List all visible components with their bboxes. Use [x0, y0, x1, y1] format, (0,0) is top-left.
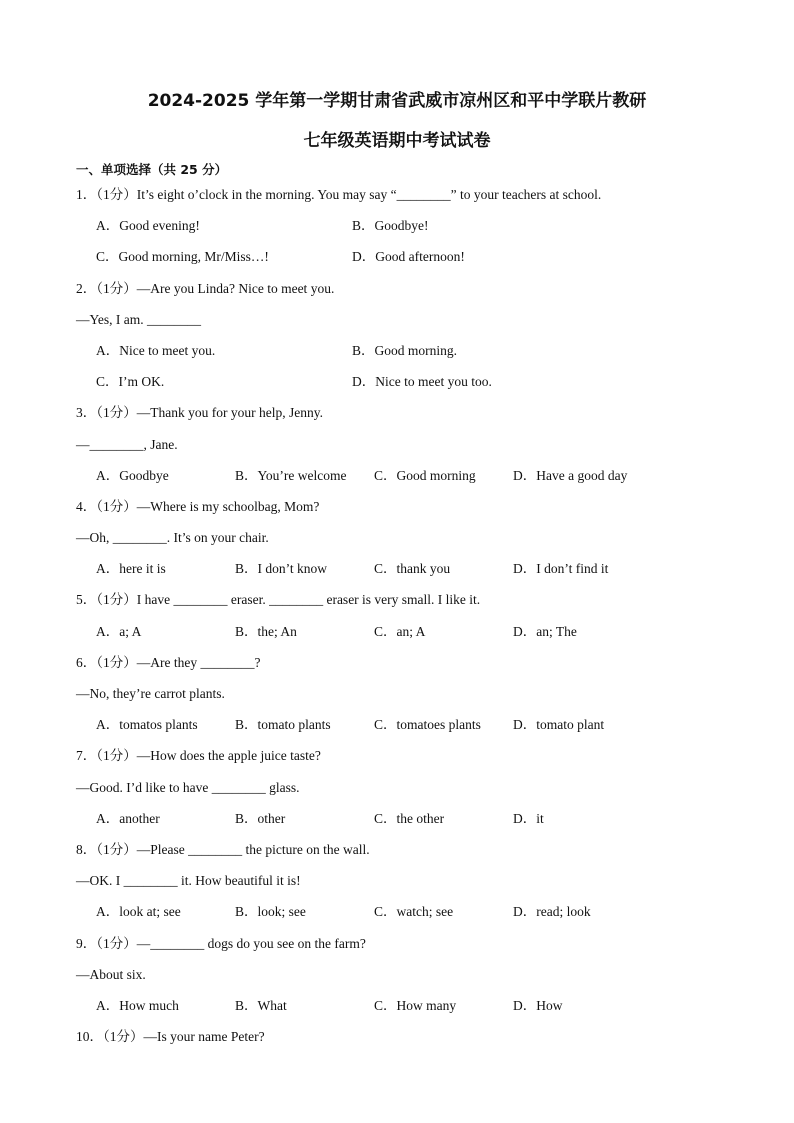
question-dialogue-line: —Oh, ________. It’s on your chair. — [76, 530, 269, 546]
answer-option: D．Nice to meet you too. — [352, 374, 492, 390]
answer-option: D．read; look — [513, 904, 591, 920]
option-row — [76, 902, 726, 933]
answer-option: D．tomato plant — [513, 717, 605, 733]
answer-option: A．tomatos plants — [96, 717, 198, 733]
question-3 — [76, 403, 726, 497]
answer-option: C．the other — [374, 810, 445, 826]
question-10 — [76, 1027, 726, 1058]
answer-option: A．Goodbye — [96, 467, 169, 483]
answer-option: B．What — [235, 997, 287, 1013]
question-dialogue-line: —No, they’re carrot plants. — [76, 686, 225, 701]
answer-option: C．Good morning, Mr/Miss…! — [96, 249, 269, 265]
answer-option: D．it — [513, 810, 544, 826]
answer-option: D．Good afternoon! — [352, 249, 465, 265]
answer-option: D．I don’t find it — [513, 561, 609, 577]
option-row — [76, 559, 726, 590]
answer-option: B．other — [235, 810, 286, 826]
answer-option: A．another — [96, 810, 160, 826]
question-stem: 4．（1分）—Where is my schoolbag, Mom? — [76, 498, 320, 514]
answer-option: A．How much — [96, 997, 179, 1013]
question-stem: 6．（1分）—Are they ________? — [76, 654, 261, 670]
question-stem: 5．（1分）I have ________ eraser. ________ eraser is very small. I like it. — [76, 592, 481, 608]
question-1 — [76, 185, 726, 279]
exam-title: 2024-2025 学年第一学期甘肃省武威市凉州区和平中学联片教研 — [147, 91, 647, 111]
option-row — [76, 715, 726, 746]
answer-option: A．a; A — [96, 623, 142, 639]
answer-option: B．look; see — [235, 904, 306, 920]
question-5 — [76, 590, 726, 652]
answer-option: A．here it is — [96, 561, 166, 577]
question-dialogue-line: —About six. — [76, 966, 146, 982]
answer-option: D．How — [513, 997, 563, 1013]
option-row — [76, 809, 726, 840]
answer-option: C．Good morning — [374, 467, 476, 483]
question-9 — [76, 934, 726, 1028]
answer-option: C．an; A — [374, 623, 426, 639]
option-row — [76, 341, 726, 372]
question-6 — [76, 653, 726, 747]
question-list — [76, 185, 726, 1058]
question-8 — [76, 840, 726, 934]
answer-option: B．Good morning. — [352, 342, 458, 358]
answer-option: A．Nice to meet you. — [96, 342, 216, 358]
question-stem: 2．（1分）—Are you Linda? Nice to meet you. — [76, 280, 335, 296]
option-row — [76, 216, 726, 247]
question-stem: 10．（1分）—Is your name Peter? — [76, 1029, 265, 1045]
exam-subtitle: 七年级英语期中考试试卷 — [303, 131, 491, 151]
question-4 — [76, 497, 726, 591]
option-row — [76, 622, 726, 653]
answer-option: C．tomatoes plants — [374, 717, 481, 733]
answer-option: C．I’m OK. — [96, 374, 165, 390]
answer-option: A．look at; see — [96, 904, 181, 920]
question-2 — [76, 279, 726, 404]
answer-option: B．You’re welcome — [235, 467, 347, 483]
answer-option: A．Good evening! — [96, 218, 200, 234]
answer-option: B．I don’t know — [235, 561, 328, 577]
question-dialogue-line: —Yes, I am. ________ — [76, 311, 202, 327]
option-row — [76, 996, 726, 1027]
question-stem: 1．（1分）It’s eight o’clock in the morning. You may say “________” to your teachers at school. — [76, 187, 602, 202]
question-dialogue-line: —OK. I ________ it. How beautiful it is! — [76, 873, 301, 889]
answer-option: B．tomato plants — [235, 717, 331, 733]
question-7 — [76, 746, 726, 840]
question-dialogue-line: —Good. I’d like to have ________ glass. — [76, 779, 300, 795]
answer-option: C．How many — [374, 997, 457, 1013]
question-stem: 7．（1分）—How does the apple juice taste? — [76, 748, 321, 764]
option-row — [76, 372, 726, 403]
question-stem: 3．（1分）—Thank you for your help, Jenny. — [76, 405, 323, 421]
answer-option: B．Goodbye! — [352, 218, 429, 234]
question-stem: 8．（1分）—Please ________ the picture on the wall. — [76, 841, 370, 857]
question-stem: 9．（1分）—________ dogs do you see on the farm? — [76, 935, 366, 951]
answer-option: D．Have a good day — [513, 467, 628, 483]
answer-option: C．watch; see — [374, 904, 454, 920]
option-row — [76, 466, 726, 497]
question-dialogue-line: —________, Jane. — [76, 436, 178, 452]
answer-option: D．an; The — [513, 623, 577, 639]
option-row — [76, 247, 726, 278]
answer-option: C．thank you — [374, 561, 451, 577]
section-heading: 一、单项选择（共 25 分） — [76, 162, 228, 177]
answer-option: B．the; An — [235, 623, 297, 639]
